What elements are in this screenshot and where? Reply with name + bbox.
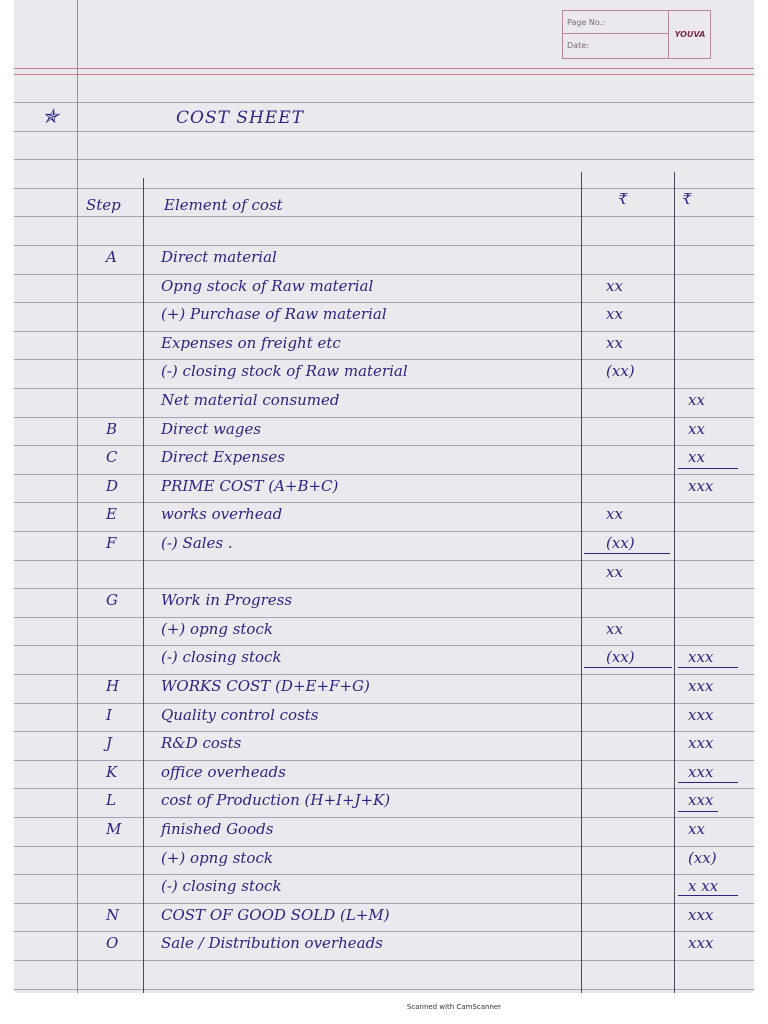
ruled-line	[14, 931, 754, 932]
ruled-line	[14, 846, 754, 847]
star-icon: ✯	[42, 104, 59, 128]
row-amount-b: xxx	[688, 677, 714, 695]
ruled-line	[14, 331, 754, 332]
row-step: G	[106, 591, 118, 609]
ruled-line	[14, 245, 754, 246]
page-title: COST SHEET	[176, 108, 304, 128]
row-element: PRIME COST (A+B+C)	[161, 477, 339, 495]
ruled-line	[14, 274, 754, 275]
ruled-line	[14, 560, 754, 561]
ruled-line	[14, 216, 754, 217]
closing-stock-underline	[678, 895, 738, 896]
row-amount-b: xxx	[688, 734, 714, 752]
row-amount-a: (xx)	[606, 648, 635, 666]
header-element: Element of cost	[164, 196, 283, 214]
row-amount-b: xx	[688, 448, 705, 466]
ruled-line	[14, 760, 754, 761]
row-amount-a: xx	[606, 305, 623, 323]
header-col-b: ₹	[682, 190, 692, 208]
col-b-rule	[674, 172, 675, 993]
ruled-line	[14, 903, 754, 904]
ruled-line	[14, 703, 754, 704]
row-element: finished Goods	[161, 820, 274, 838]
ruled-line	[14, 474, 754, 475]
ruled-line	[14, 788, 754, 789]
ruled-line	[14, 445, 754, 446]
header-red-line-2	[14, 74, 754, 75]
row-step: C	[106, 448, 118, 466]
row-element: works overhead	[161, 505, 283, 523]
row-step: B	[106, 420, 118, 438]
row-element: (+) Purchase of Raw material	[161, 305, 387, 323]
ruled-line	[14, 502, 754, 503]
ruled-line	[14, 417, 754, 418]
row-amount-a: xx	[606, 563, 623, 581]
cost-production-underline	[678, 811, 718, 812]
row-element: Opng stock of Raw material	[161, 277, 374, 295]
row-amount-a: xx	[606, 277, 623, 295]
header-step: Step	[86, 196, 121, 214]
notebook-page	[14, 0, 754, 993]
row-amount-b: (xx)	[688, 849, 717, 867]
col-a-rule	[581, 172, 582, 993]
row-amount-b: x xx	[688, 877, 719, 895]
row-amount-b: xx	[688, 420, 705, 438]
row-amount-b: xxx	[688, 477, 714, 495]
ruled-line	[14, 188, 754, 189]
wip-underline	[584, 667, 672, 668]
row-element: Sale / Distribution overheads	[161, 934, 383, 952]
row-element: (-) closing stock of Raw material	[161, 362, 408, 380]
row-element: cost of Production (H+I+J+K)	[161, 791, 391, 809]
row-step: O	[106, 934, 119, 952]
header-col-a: ₹	[618, 190, 628, 208]
row-element: (+) opng stock	[161, 620, 273, 638]
ruled-line	[14, 588, 754, 589]
ruled-line	[14, 131, 754, 132]
row-element: Quality control costs	[161, 706, 319, 724]
office-overheads-underline	[678, 782, 738, 783]
ruled-line	[14, 817, 754, 818]
row-element: (-) closing stock	[161, 877, 282, 895]
scanner-footer: Scanned with CamScanner	[406, 1003, 502, 1011]
step-column-rule	[143, 178, 144, 993]
ruled-line	[14, 359, 754, 360]
row-amount-b: xxx	[688, 791, 714, 809]
page-header-box	[562, 10, 711, 59]
row-element: (+) opng stock	[161, 849, 273, 867]
ruled-line	[14, 674, 754, 675]
row-element: R&D costs	[161, 734, 242, 752]
row-amount-a: (xx)	[606, 534, 635, 552]
ruled-line	[14, 645, 754, 646]
row-amount-a: xx	[606, 620, 623, 638]
row-element: Direct Expenses	[161, 448, 285, 466]
header-red-line	[14, 68, 754, 69]
row-step: I	[106, 706, 112, 724]
row-step: F	[106, 534, 117, 552]
ruled-line	[14, 617, 754, 618]
ruled-line	[14, 874, 754, 875]
row-amount-b: xxx	[688, 763, 714, 781]
ruled-line	[14, 102, 754, 103]
row-step: N	[106, 906, 120, 924]
ruled-line	[14, 989, 754, 990]
row-step: H	[106, 677, 120, 695]
row-amount-a: xx	[606, 334, 623, 352]
row-element: (-) closing stock	[161, 648, 282, 666]
date-label: Date:	[567, 41, 589, 50]
brand-logo: YOUVA	[668, 11, 711, 58]
sales-underline	[584, 553, 670, 554]
row-element: Direct wages	[161, 420, 262, 438]
row-amount-b: xx	[688, 391, 705, 409]
ruled-line	[14, 302, 754, 303]
ruled-line	[14, 531, 754, 532]
row-step: L	[106, 791, 116, 809]
row-step: J	[106, 734, 113, 752]
row-amount-b: xxx	[688, 706, 714, 724]
row-element: office overheads	[161, 763, 286, 781]
direct-expenses-underline	[678, 468, 738, 469]
ruled-line	[14, 731, 754, 732]
page-no-label: Page No.:	[563, 11, 668, 34]
row-step: M	[106, 820, 122, 838]
row-element: (-) Sales .	[161, 534, 233, 552]
row-amount-b: xxx	[688, 906, 714, 924]
row-amount-b: xx	[688, 820, 705, 838]
row-step: K	[106, 763, 118, 781]
row-amount-a: xx	[606, 505, 623, 523]
ruled-line	[14, 388, 754, 389]
row-amount-b: xxx	[688, 648, 714, 666]
ruled-line	[14, 960, 754, 961]
row-step: D	[106, 477, 119, 495]
row-step: E	[106, 505, 117, 523]
wip-total-underline	[678, 667, 738, 668]
row-amount-b: xxx	[688, 934, 714, 952]
row-step: A	[106, 248, 117, 266]
row-element: COST OF GOOD SOLD (L+M)	[161, 906, 390, 924]
margin-line	[77, 0, 78, 993]
row-element: Direct material	[161, 248, 277, 266]
ruled-line	[14, 159, 754, 160]
row-element: WORKS COST (D+E+F+G)	[161, 677, 370, 695]
row-element: Expenses on freight etc	[161, 334, 341, 352]
row-element: Net material consumed	[161, 391, 340, 409]
row-element: Work in Progress	[161, 591, 293, 609]
row-amount-a: (xx)	[606, 362, 635, 380]
